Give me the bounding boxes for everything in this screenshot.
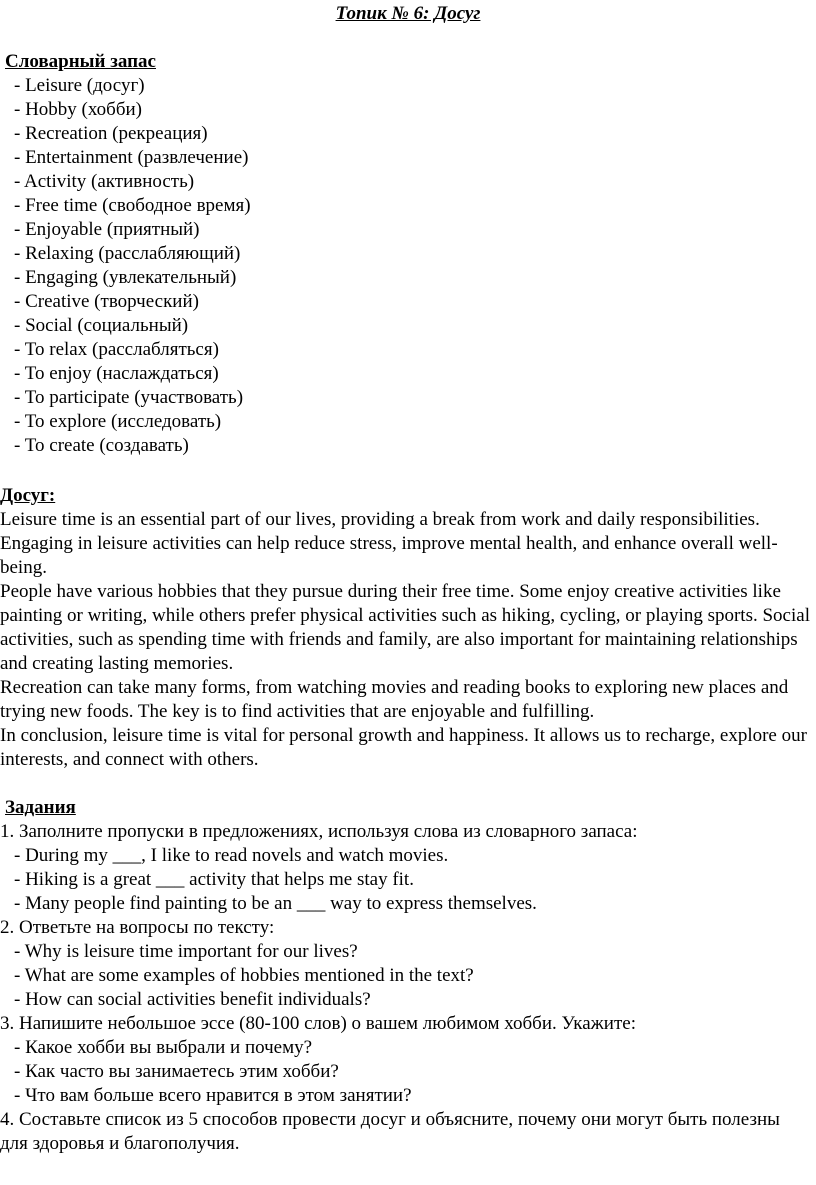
task-item: - Many people find painting to be an ___ way to express themselves.: [14, 893, 537, 914]
task-item: - Как часто вы занимаетесь этим хобби?: [14, 1061, 339, 1082]
tasks-heading: Задания: [5, 797, 76, 818]
task-title: 3. Напишите небольшое эссе (80-100 слов) о вашем любимом хобби. Укажите:: [0, 1013, 636, 1034]
task-item: - How can social activities benefit individuals?: [14, 989, 371, 1010]
task-item: - During my ___, I like to read novels and watch movies.: [14, 845, 449, 866]
task-title: 2. Ответьте на вопросы по тексту:: [0, 917, 275, 938]
task-item: - What are some examples of hobbies mentioned in the text?: [14, 965, 474, 986]
vocabulary-item: - Free time (свободное время): [14, 195, 251, 216]
vocabulary-item: - Activity (активность): [14, 171, 195, 192]
page-title: Топик № 6: Досуг: [335, 3, 481, 24]
task-item: - Why is leisure time important for our lives?: [14, 941, 358, 962]
vocabulary-item: - To participate (участвовать): [14, 387, 244, 408]
vocabulary-item: - To enjoy (наслаждаться): [14, 363, 219, 384]
task-title: 4. Составьте список из 5 способов провести досуг и объясните, почему они могут быть полезны для здоровья и благополучия.: [0, 1109, 780, 1154]
vocabulary-item: - To create (создавать): [14, 435, 189, 456]
text-paragraph: In conclusion, leisure time is vital for personal growth and happiness. It allows us to recharge, explore our interests, and connect with others.: [0, 725, 807, 770]
vocabulary-item: - Creative (творческий): [14, 291, 199, 312]
vocabulary-item: - Hobby (хобби): [14, 99, 142, 120]
vocabulary-item: - Enjoyable (приятный): [14, 219, 200, 240]
task-item: - Какое хобби вы выбрали и почему?: [14, 1037, 313, 1058]
vocabulary-item: - To explore (исследовать): [14, 411, 222, 432]
vocabulary-heading: Словарный запас: [5, 51, 156, 72]
vocabulary-item: - Engaging (увлекательный): [14, 267, 237, 288]
text-paragraph: People have various hobbies that they pursue during their free time. Some enjoy creative activities like painting or writing, while others prefer physical activities such as hiking, cycling, or playing sports. Social activities, such as spending time with friends and family, are also important for maintaining relationships and creating lasting memories.: [0, 581, 810, 674]
vocabulary-item: - To relax (расслабляться): [14, 339, 219, 360]
tasks-section: [0, 796, 816, 1156]
vocabulary-item: - Leisure (досуг): [14, 75, 145, 96]
leisure-text-section: [0, 484, 816, 772]
leisure-text-heading: Досуг:: [0, 485, 56, 506]
text-paragraph: Leisure time is an essential part of our lives, providing a break from work and daily responsibilities. Engaging in leisure activities can help reduce stress, improve mental health, and enhance overall well-being.: [0, 509, 778, 578]
vocabulary-item: - Entertainment (развлечение): [14, 147, 249, 168]
task-item: - Hiking is a great ___ activity that helps me stay fit.: [14, 869, 414, 890]
vocabulary-item: - Relaxing (расслабляющий): [14, 243, 241, 264]
text-paragraph: Recreation can take many forms, from watching movies and reading books to exploring new places and trying new foods. The key is to find activities that are enjoyable and fulfilling.: [0, 677, 789, 722]
vocabulary-item: - Social (социальный): [14, 315, 189, 336]
task-title: 1. Заполните пропуски в предложениях, используя слова из словарного запаса:: [0, 821, 638, 842]
vocabulary-section: [0, 50, 816, 458]
task-item: - Что вам больше всего нравится в этом занятии?: [14, 1085, 412, 1106]
vocabulary-item: - Recreation (рекреация): [14, 123, 208, 144]
